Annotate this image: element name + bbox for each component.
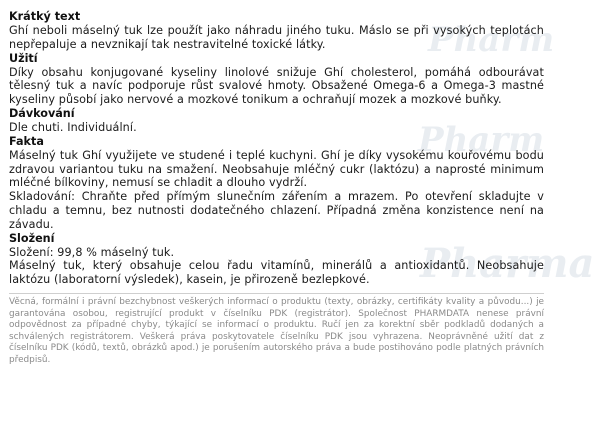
section-title-composition: Složení <box>9 231 55 245</box>
composition-paragraph: Složení: 99,8 % máselný tuk. <box>9 245 175 259</box>
dosage-paragraph: Dle chuti. Individuální. <box>9 120 137 134</box>
pharmdata-watermark: Pharm <box>418 120 545 160</box>
legal-disclaimer: Věcná, formální i právní bezchybnost veškerých informací o produktu (texty, obrázky, certifikáty kvality a původu...) je garantována osobou, registrující produkt v číselníku PDK (registrátor). Společnost PHARMDATA nenese právní odpovědnost za případné chyby, týkající se informací o produktu. Ručí jen za korektní sběr podkladů dodaných a schválených registrátorem. Veškerá práva poskytovatele číselníku PDK jsou vyhrazena. Neoprávněné užití dat z číselníku PDK (kódů, textů, obrázků apod.) je porušením autorského práva a bude postihováno podle platných právních předpisů. <box>9 296 544 365</box>
pharmdata-watermark: Pharma <box>420 240 594 287</box>
short-text-paragraph: Ghí neboli máselný tuk lze použít jako náhradu jiného tuku. Máslo se při vysokých teplotách nepřepaluje a nevznikají tak nestravitelné toxické látky. <box>9 24 544 51</box>
storage-paragraph: Skladování: Chraňte před přímým slunečním zářením a mrazem. Po otevření skladujte v chladu a temnu, bez nutnosti dodatečného chlazení. Případná změna konzistence není na závadu. <box>9 190 544 231</box>
section-title-facts: Fakta <box>9 134 44 148</box>
composition-detail-paragraph: Máselný tuk, který obsahuje celou řadu vitamínů, minerálů a antioxidantů. Neobsahuje laktózu (laboratorní výsledek), kasein, je přirozeně bezlepkové. <box>9 259 544 287</box>
facts-paragraph: Máselný tuk Ghí využijete ve studené i teplé kuchyni. Ghí je díky vysokému kouřovému bodu zdravou variantou tuku na smažení. Neobsahuje mléčný cukr (laktózu) a naprosté minimum mléčné bílkoviny, nemusí se chladit a dlouho vydrží. <box>9 148 544 190</box>
section-title-short-text: Krátký text <box>9 10 81 23</box>
pharmdata-watermark: Pharm <box>428 20 555 60</box>
section-title-dosage: Dávkování <box>9 106 75 120</box>
usage-paragraph: Díky obsahu konjugované kyseliny linolové snižuje Ghí cholesterol, pomáhá odbourávat tělesný tuk a navíc podporuje růst svalové hmoty. Obsažené Omega-6 a Omega-3 mastné kyseliny působí jako nervové a mozkové tonikum a ochraňují mozek a mozkové buňky. <box>9 65 544 107</box>
section-title-usage: Užití <box>9 51 38 65</box>
